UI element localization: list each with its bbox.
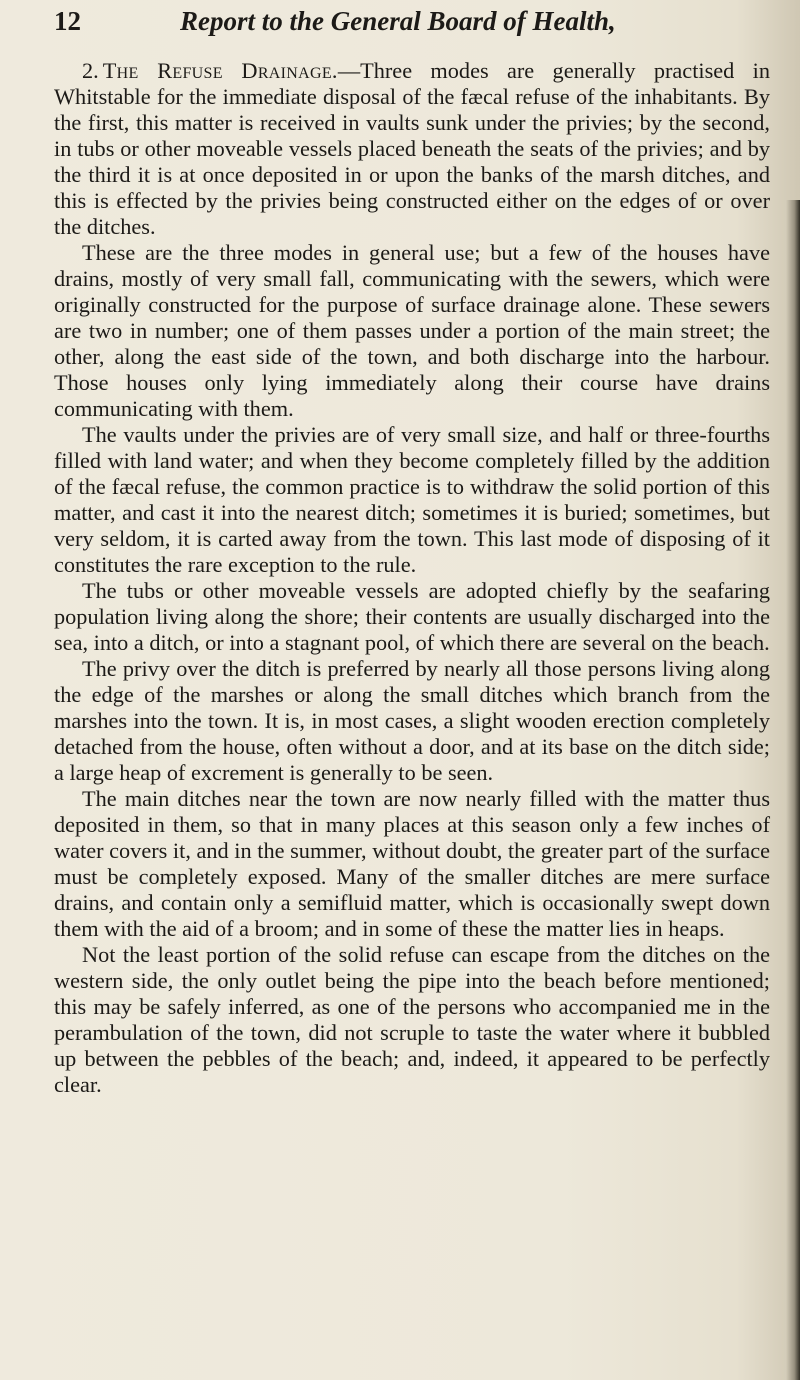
page-number: 12 — [54, 6, 81, 36]
running-head: Report to the General Board of Health, — [180, 6, 616, 36]
page-header — [54, 6, 754, 50]
page-edge-shadow — [786, 200, 800, 1380]
section-dash: — — [337, 58, 361, 83]
section-number: 2. — [82, 58, 99, 83]
body-text — [54, 58, 770, 1098]
paragraph-4: The tubs or other moveable vessels are adopted chiefly by the seafaring population living along the shore; their contents are usually discharged into the sea, into a ditch, or into a stagnant pool, of which there are several on the beach. — [54, 578, 770, 655]
section-title: The Refuse Drainage. — [102, 58, 338, 83]
paragraph-1 — [54, 58, 770, 240]
paragraph-6: The main ditches near the town are now nearly filled with the matter thus deposited in them, so that in many places at this season only a few inches of water covers it, and in the summer, without doubt, the greater part of the surface must be completely exposed. Many of the smaller ditches are mere surface drains, and contain only a semifluid matter, which is occasionally swept down them with the aid of a broom; and in some of these the matter lies in heaps. — [54, 786, 770, 941]
paragraph-3: The vaults under the privies are of very small size, and half or three-fourths filled with land water; and when they become completely filled by the addition of the fæcal refuse, the common practice is to withdraw the solid portion of this matter, and cast it into the nearest ditch; sometimes it is buried; sometimes, but very seldom, it is carted away from the town. This last mode of disposing of it constitutes the rare exception to the rule. — [54, 422, 770, 577]
paragraph-5: The privy over the ditch is preferred by nearly all those persons living along the edge of the marshes or along the small ditches which branch from the marshes into the town. It is, in most cases, a slight wooden erection completely detached from the house, often without a door, and at its base on the ditch side; a large heap of excrement is generally to be seen. — [54, 656, 770, 785]
paragraph-2: These are the three modes in general use; but a few of the houses have drains, mostly of very small fall, communicating with the sewers, which were originally constructed for the purpose of surface drainage alone. These sewers are two in number; one of them passes under a portion of the main street; the other, along the east side of the town, and both discharge into the harbour. Those houses only lying immediately along their course have drains communicating with them. — [54, 240, 770, 421]
paragraph-7: Not the least portion of the solid refuse can escape from the ditches on the western side, the only outlet being the pipe into the beach before mentioned; this may be safely inferred, as one of the persons who accompanied me in the perambulation of the town, did not scruple to taste the water where it bubbled up between the pebbles of the beach; and, indeed, it appeared to be perfectly clear. — [54, 942, 770, 1097]
paragraph-1-text: Three modes are generally practised in Whitstable for the immediate disposal of the fæcal refuse of the inhabitants. By the first, this matter is received in vaults sunk under the privies; by the second, in tubs or other moveable vessels placed beneath the seats of the privies; and by the third it is at once deposited in or upon the banks of the marsh ditches, and this is effected by the privies being constructed either on the edges of or over the ditches. — [54, 58, 770, 239]
